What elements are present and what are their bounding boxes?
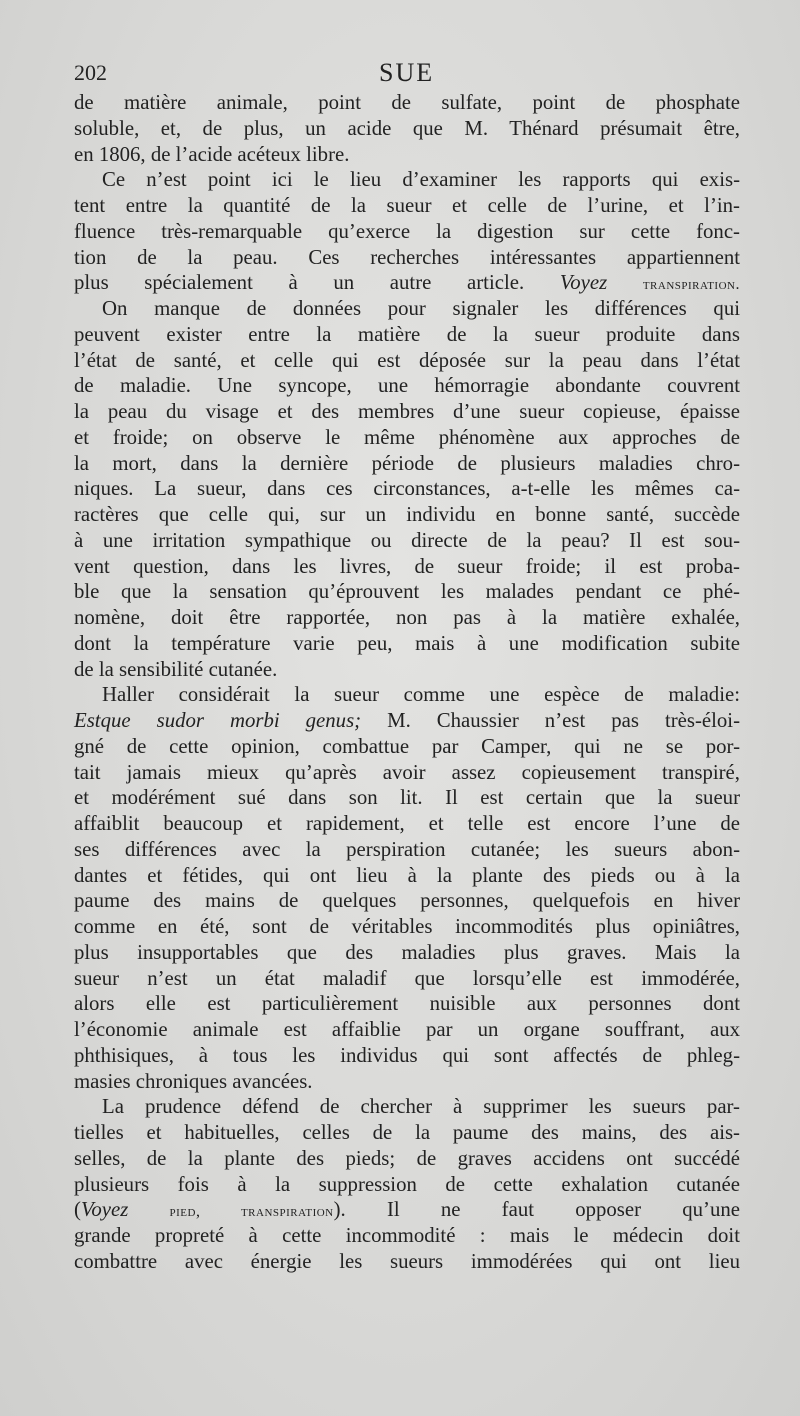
text-line	[74, 1197, 740, 1223]
text-segment: plusieurs fois à la suppression de cette exhalation cutanée	[74, 1172, 740, 1196]
text-line	[74, 528, 740, 554]
text-line	[74, 451, 740, 477]
text-segment: ). Il ne faut opposer qu’une	[333, 1198, 740, 1222]
text-segment: La prudence défend de chercher à supprimer les sueurs par-	[102, 1095, 740, 1119]
text-line	[74, 631, 740, 657]
text-segment: la peau du visage et des membres d’une sueur copieuse, épaisse	[74, 400, 740, 423]
text-segment: sueur n’est un état maladif que lorsqu’elle est immodérée,	[74, 966, 740, 990]
text-segment: dantes et fétides, qui ont lieu à la plante des pieds ou à la	[74, 863, 740, 887]
text-line	[74, 116, 740, 142]
text-segment: On manque de données pour signaler les différences qui	[102, 297, 740, 320]
text-segment: phthisiques, à tous les individus qui sont affectés de phleg-	[74, 1043, 740, 1067]
text-segment: grande propreté à cette incommodité : mais le médecin doit	[74, 1224, 740, 1247]
text-line	[74, 245, 740, 271]
text-segment: tielles et habituelles, celles de la paume des mains, des ais-	[74, 1121, 740, 1144]
text-segment: M. Chaussier n’est pas très-éloi-	[361, 709, 741, 732]
text-segment: et froide; on observe le même phénomène aux approches de	[74, 425, 740, 449]
text-segment: plus insupportables que des maladies plus graves. Mais la	[74, 940, 740, 964]
text-segment: niques. La sueur, dans ces circonstances, a-t-elle les mêmes ca-	[74, 477, 740, 501]
text-line	[74, 888, 740, 914]
text-segment: à une irritation sympathique ou directe de la peau? Il est sou-	[74, 528, 740, 552]
page-number: 202	[74, 60, 107, 85]
text-line	[74, 1120, 740, 1146]
text-line	[74, 270, 740, 296]
text-line	[74, 502, 740, 528]
text-line	[74, 1172, 740, 1198]
text-segment: de la sensibilité cutanée.	[74, 657, 278, 681]
text-line	[74, 1146, 740, 1172]
text-line	[74, 940, 740, 966]
text-line	[74, 785, 740, 811]
text-line	[74, 476, 740, 502]
text-line	[74, 1043, 740, 1069]
text-line	[74, 296, 740, 322]
text-segment: ractères que celle qui, sur un individu en bonne santé, succède	[74, 503, 740, 526]
text-segment: nomène, doit être rapportée, non pas à la matière exhalée,	[74, 606, 740, 629]
text-segment: fluence très-remarquable qu’exerce la digestion sur cette fonc-	[74, 219, 740, 243]
text-line	[74, 914, 740, 940]
text-line	[74, 966, 740, 992]
text-segment: l’économie animale est affaiblie par un organe souffrant, aux	[74, 1018, 740, 1041]
text-segment: masies chroniques avancées.	[74, 1069, 313, 1093]
text-segment: vent question, dans les livres, de sueur froide; il est proba-	[74, 554, 740, 578]
text-line	[74, 142, 740, 168]
text-line	[74, 682, 740, 708]
text-line	[74, 90, 740, 116]
text-line	[74, 219, 740, 245]
text-segment: ble que la sensation qu’éprouvent les malades pendant ce phé-	[74, 580, 740, 604]
text-segment: l’état de santé, et celle qui est déposée sur la peau dans l’état	[74, 348, 740, 372]
text-line	[74, 554, 740, 580]
text-segment: tion de la peau. Ces recherches intéressantes appartiennent	[74, 245, 740, 269]
text-segment	[607, 271, 643, 294]
page-header	[74, 58, 744, 92]
text-line	[74, 863, 740, 889]
text-segment: en 1806, de l’acide acéteux libre.	[74, 142, 350, 166]
text-line	[74, 373, 740, 399]
text-segment: combattre avec énergie les sueurs immodérées qui ont lieu	[74, 1249, 740, 1273]
text-line	[74, 322, 740, 348]
text-segment: paume des mains de quelques personnes, quelquefois en hiver	[74, 889, 740, 913]
text-segment: de maladie. Une syncope, une hémorragie abondante couvrent	[74, 374, 740, 398]
text-line	[74, 1017, 740, 1043]
text-line	[74, 657, 740, 683]
body-text	[74, 90, 740, 1275]
italic-text: Estque sudor morbi genus;	[74, 709, 362, 732]
text-line	[74, 1069, 740, 1095]
text-segment: selles, de la plante des pieds; de graves accidens ont succédé	[74, 1146, 740, 1170]
italic-text: Voyez	[80, 1198, 129, 1222]
text-line	[74, 1223, 740, 1249]
text-line	[74, 1249, 740, 1275]
text-segment: comme en été, sont de véritables incommodités plus opiniâtres,	[74, 915, 740, 938]
text-line	[74, 760, 740, 786]
cross-reference: pied, transpiration	[169, 1203, 334, 1221]
text-line	[74, 708, 740, 734]
text-line	[74, 579, 740, 605]
text-line	[74, 167, 740, 193]
text-segment: tent entre la quantité de la sueur et celle de l’urine, et l’in-	[74, 194, 740, 217]
text-segment	[128, 1198, 169, 1221]
text-line	[74, 399, 740, 425]
running-head: SUE	[379, 58, 435, 87]
text-line	[74, 1094, 740, 1120]
text-line	[74, 605, 740, 631]
text-segment: la mort, dans la dernière période de plusieurs maladies chro-	[74, 451, 740, 475]
text-line	[74, 837, 740, 863]
text-segment: Ce n’est point ici le lieu d’examiner les rapports qui exis-	[102, 168, 740, 192]
text-segment: alors elle est particulièrement nuisible aux personnes dont	[74, 992, 740, 1016]
text-segment: affaiblit beaucoup et rapidement, et telle est encore l’une de	[74, 812, 740, 835]
text-segment: gné de cette opinion, combattue par Camper, qui ne se por-	[74, 734, 740, 758]
text-line	[74, 811, 740, 837]
text-line	[74, 348, 740, 374]
text-segment: soluble, et, de plus, un acide que M. Thénard présumait être,	[74, 116, 740, 140]
text-segment: et modérément sué dans son lit. Il est certain que la sueur	[74, 786, 740, 810]
text-segment: Haller considérait la sueur comme une espèce de maladie:	[102, 683, 740, 707]
cross-reference: transpiration.	[642, 276, 740, 294]
text-line	[74, 991, 740, 1017]
text-segment: tait jamais mieux qu’après avoir assez copieusement transpiré,	[74, 760, 740, 784]
text-segment: de matière animale, point de sulfate, point de phosphate	[74, 91, 740, 114]
text-line	[74, 734, 740, 760]
text-segment: peuvent exister entre la matière de la sueur produite dans	[74, 322, 740, 346]
text-segment: plus spécialement à un autre article.	[74, 271, 560, 295]
text-segment: ses différences avec la perspiration cutanée; les sueurs abon-	[74, 837, 740, 861]
text-segment: dont la température varie peu, mais à une modification subite	[74, 631, 740, 655]
text-segment: (	[74, 1198, 81, 1222]
text-line	[74, 193, 740, 219]
italic-text: Voyez	[559, 271, 608, 295]
text-line	[74, 425, 740, 451]
